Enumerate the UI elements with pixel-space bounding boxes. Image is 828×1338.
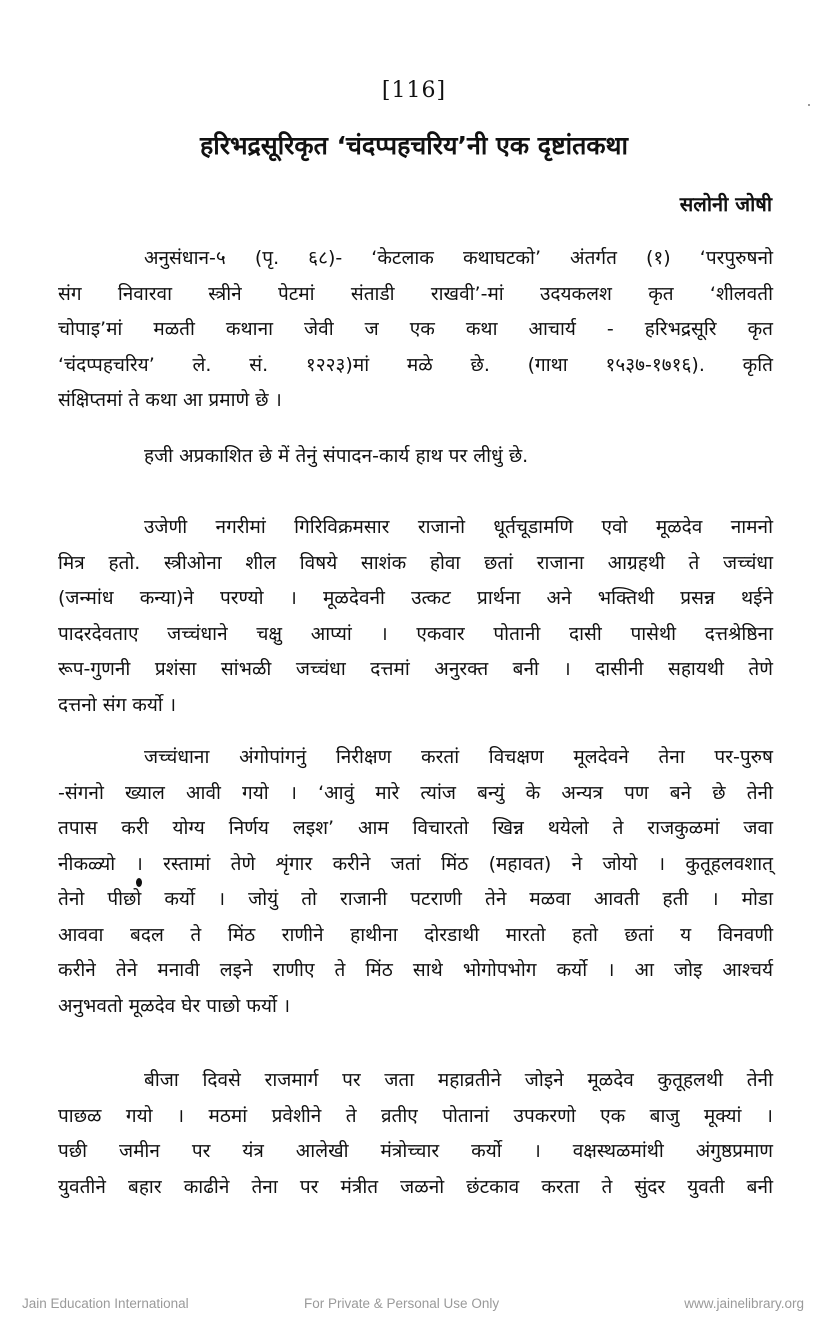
text-line: जच्चंधाना अंगोपांगनुं निरीक्षण करतां विचक्षण मूलदेवने तेना पर-पुरुष bbox=[144, 746, 773, 768]
footer-usage-note: For Private & Personal Use Only bbox=[304, 1296, 500, 1311]
page-number: [116] bbox=[381, 78, 447, 103]
footer-website: www.jainelibrary.org bbox=[684, 1296, 804, 1311]
text-line: दत्तनो संग कर्यो । bbox=[58, 693, 177, 716]
text-line: पादरदेवताए जच्चंधाने चक्षु आप्यां । एकवार पोतानी दासी पासेथी दत्तश्रेष्ठिना bbox=[58, 622, 773, 645]
text-line: बीजा दिवसे राजमार्ग पर जता महाव्रतीने जोइने मूळदेव कुतूहलथी तेनी bbox=[144, 1069, 773, 1091]
text-line: चोपाइ’मां मळती कथाना जेवी ज एक कथा आचार्य - हरिभद्रसूरि कृत bbox=[58, 318, 773, 340]
ink-blot bbox=[136, 878, 142, 887]
article-title: हरिभद्रसूरिकृत ‘चंदप्पहचरिय’नी एक दृष्टांतकथा bbox=[199, 131, 628, 160]
text-line: तेनो पीछो कर्यो । जोयुं तो राजानी पटराणी तेने मळवा आवती हती । मोडा bbox=[58, 888, 773, 910]
paragraph-5 bbox=[58, 1063, 773, 1205]
author-name: सलोनी जोषी bbox=[679, 192, 772, 216]
text-line: ‘चंदप्पहचरिय’ ले. सं. १२२३)मां मळे छे. (गाथा १५३७-१७१६). कृति bbox=[58, 353, 773, 376]
paragraph-2 bbox=[58, 439, 773, 475]
text-line: मित्र हतो. स्त्रीओना शील विषये साशंक होवा छतां राजाना आग्रहथी ते जच्चंधा bbox=[58, 551, 773, 574]
text-line: संग निवारवा स्त्रीने पेटमां संताडी राखवी’-मां उदयकलश कृत ‘शीलवती bbox=[58, 282, 773, 305]
footer-publisher: Jain Education International bbox=[22, 1296, 189, 1311]
text-line: युवतीने बहार काढीने तेना पर मंत्रीत जळनो छंटकाव करता ते सुंदर युवती बनी bbox=[58, 1175, 773, 1198]
text-line: पछी जमीन पर यंत्र आलेखी मंत्रोच्चार कर्यो । वक्षस्थळमांथी अंगुष्ठप्रमाण bbox=[58, 1140, 773, 1162]
text-line: अनुसंधान-५ (पृ. ६८)- ‘केटलाक कथाघटको’ अंतर्गत (१) ‘परपुरुषनो bbox=[144, 247, 773, 269]
text-line: पाछळ गयो । मठमां प्रवेशीने ते व्रतीए पोतानां उपकरणो एक बाजु मूक्यां । bbox=[58, 1104, 773, 1127]
paragraph-1 bbox=[58, 241, 773, 419]
text-line: संक्षिप्तमां ते कथा आ प्रमाणे छे । bbox=[58, 389, 282, 411]
text-line: नीकळ्यो । रस्तामां तेणे शृंगार करीने जतां मिंठ (महावत) ने जोयो । कुतूहलवशात् bbox=[58, 852, 773, 875]
paragraph-4 bbox=[58, 740, 773, 1024]
text-line: आववा बदल ते मिंठ राणीने हाथीना दोरडाथी मारतो हतो छतां य विनवणी bbox=[58, 923, 773, 946]
text-line: हजी अप्रकाशित छे में तेनुं संपादन-कार्य हाथ पर लीधुं छे. bbox=[144, 445, 529, 467]
text-line: अनुभवतो मूळदेव घेर पाछो फर्यो । bbox=[58, 994, 291, 1017]
scan-speck bbox=[808, 104, 810, 106]
text-line: उजेणी नगरीमां गिरिविक्रमसार राजानो धूर्तचूडामणि एवो मूळदेव नामनो bbox=[144, 516, 773, 538]
text-line: रूप-गुणनी प्रशंसा सांभळी जच्चंधा दत्तमां अनुरक्त बनी । दासीनी सहायथी तेणे bbox=[58, 658, 773, 680]
text-line: -संगनो ख्याल आवी गयो । ‘आवुं मारे त्यांज बन्युं के अन्यत्र पण बने छे तेनी bbox=[58, 781, 773, 804]
paragraph-3 bbox=[58, 510, 773, 723]
footer bbox=[0, 1296, 828, 1320]
text-line: करीने तेने मनावी लइने राणीए ते मिंठ साथे भोगोपभोग कर्यो । आ जोइ आश्चर्य bbox=[58, 959, 773, 981]
text-line: तपास करी योग्य निर्णय लइश’ आम विचारतो खिन्न थयेलो ते राजकुळमां जवा bbox=[58, 817, 773, 839]
text-line: (जन्मांध कन्या)ने परण्यो । मूळदेवनी उत्कट प्रार्थना अने भक्तिथी प्रसन्न थईने bbox=[58, 587, 773, 609]
